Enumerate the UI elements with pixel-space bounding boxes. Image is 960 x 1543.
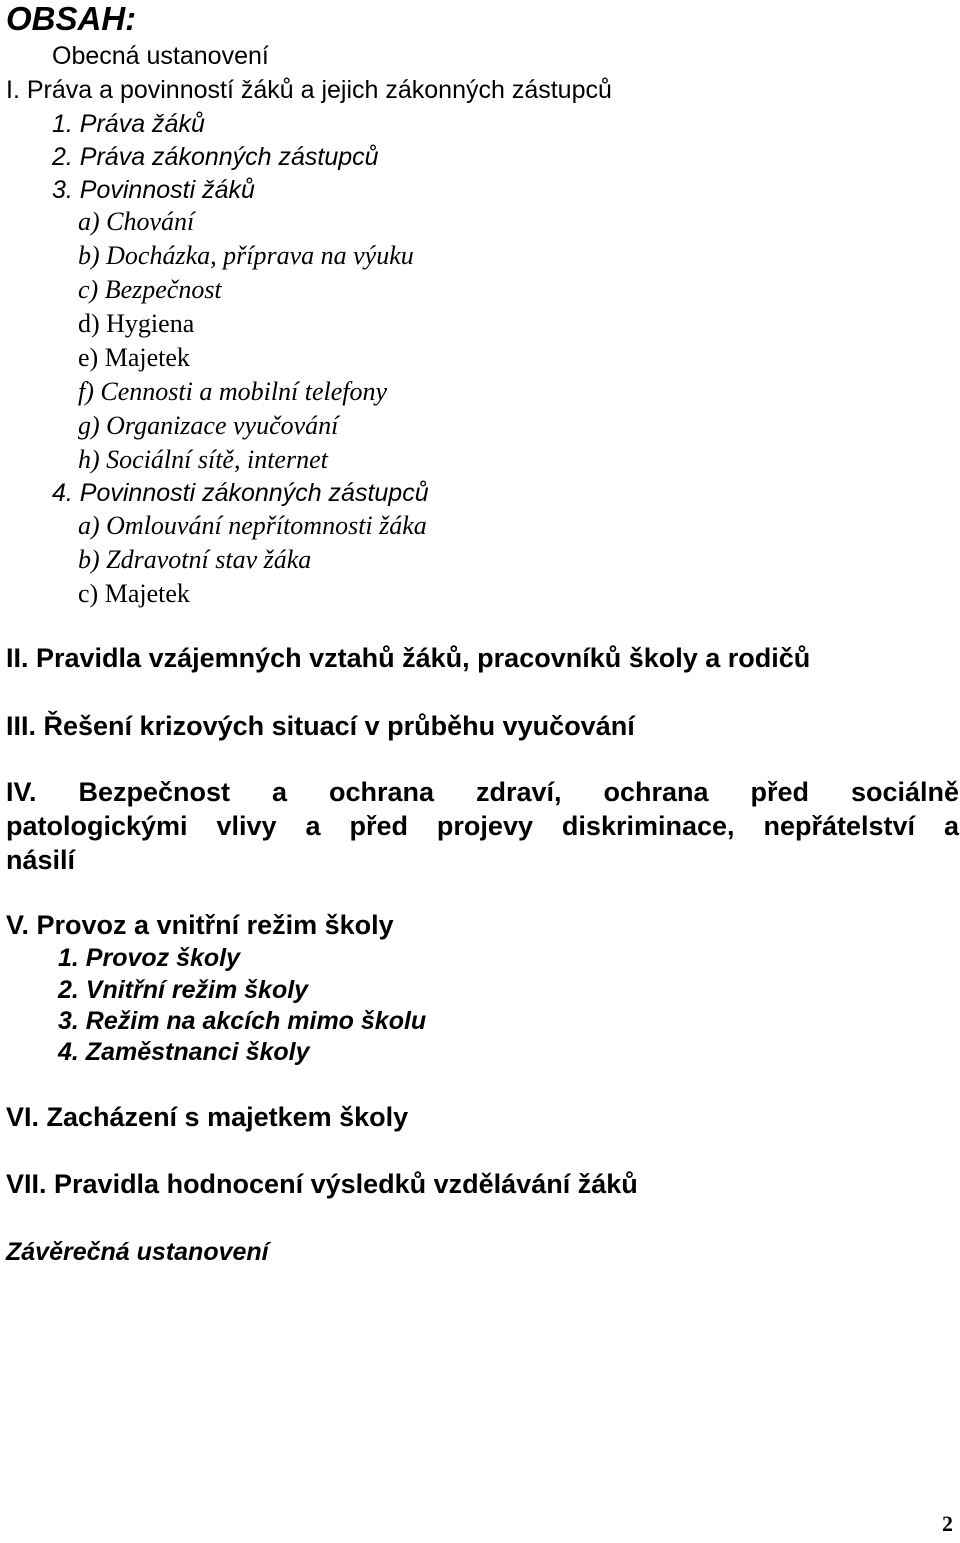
section-1-item-2: 2. Práva zákonných zástupců [52, 143, 379, 171]
section-4-title-line-2: patologickými vlivy a před projevy diskriminace, nepřátelství a [6, 811, 959, 841]
section-4-title-line-1: IV. Bezpečnost a ochrana zdraví, ochrana před sociálně [6, 777, 959, 807]
section-1-item-3-sub-b: b) Docházka, příprava na výuku [78, 241, 414, 270]
section-3-title: III. Řešení krizových situací v průběhu vyučování [6, 711, 635, 741]
section-1-item-4-sub-b: b) Zdravotní stav žáka [78, 545, 312, 574]
final-provisions-entry: Závěrečná ustanovení [6, 1238, 269, 1266]
section-5-item-4: 4. Zaměstnanci školy [58, 1038, 310, 1066]
section-5-item-2: 2. Vnitřní režim školy [58, 976, 309, 1004]
section-5-item-1: 1. Provoz školy [58, 944, 241, 972]
section-1-item-4: 4. Povinnosti zákonných zástupců [52, 479, 429, 507]
section-1-item-3-sub-c: c) Bezpečnost [78, 275, 222, 304]
section-1-item-1: 1. Práva žáků [52, 110, 205, 138]
section-4-title-line-3: násilí [6, 845, 76, 875]
section-5-title: V. Provoz a vnitřní režim školy [6, 910, 394, 940]
section-1-item-4-sub-a: a) Omlouvání nepřítomnosti žáka [78, 511, 427, 540]
contents-heading: OBSAH: [6, 0, 137, 37]
general-provisions-entry: Obecná ustanovení [52, 42, 269, 70]
section-2-title: II. Pravidla vzájemných vztahů žáků, pracovníků školy a rodičů [6, 643, 811, 673]
section-4-title [6, 775, 959, 877]
section-6-title: VI. Zacházení s majetkem školy [6, 1102, 409, 1132]
section-1-item-3-sub-e: e) Majetek [78, 343, 190, 372]
page-number: 2 [942, 1511, 953, 1536]
section-5-item-3: 3. Režim na akcích mimo školu [58, 1007, 427, 1035]
section-1-item-4-sub-c: c) Majetek [78, 579, 190, 608]
section-1-item-3-sub-d: d) Hygiena [78, 309, 195, 338]
section-1-item-3-sub-h: h) Sociální sítě, internet [78, 445, 328, 474]
section-1-item-3-sub-f: f) Cennosti a mobilní telefony [78, 377, 388, 406]
section-1-title: I. Práva a povinností žáků a jejich zákonných zástupců [6, 76, 612, 104]
section-1-item-3-sub-g: g) Organizace vyučování [78, 411, 339, 440]
section-7-title: VII. Pravidla hodnocení výsledků vzdělávání žáků [6, 1169, 638, 1199]
section-1-item-3: 3. Povinnosti žáků [52, 176, 255, 204]
section-1-item-3-sub-a: a) Chování [78, 207, 195, 236]
